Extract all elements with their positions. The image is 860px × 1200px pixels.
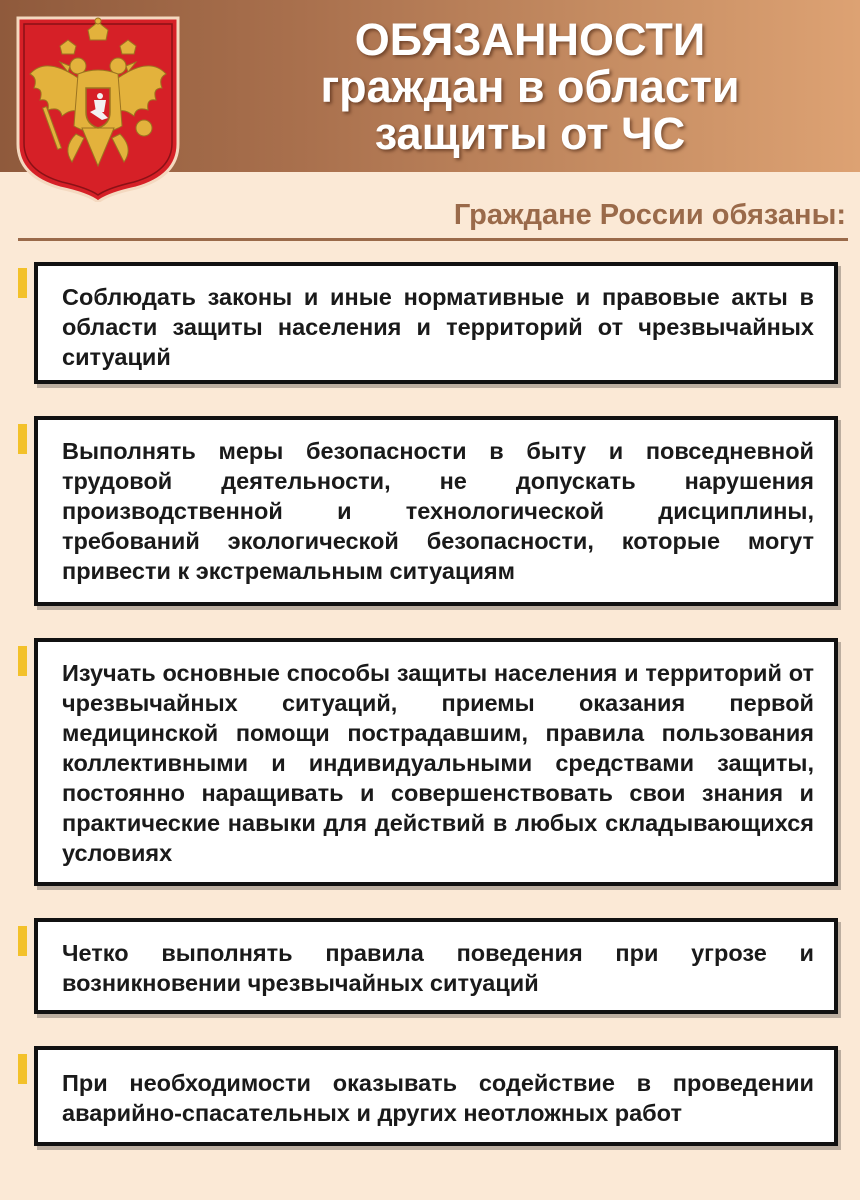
yellow-marker-icon bbox=[18, 424, 27, 454]
page-title bbox=[200, 16, 860, 157]
russian-coat-of-arms-icon bbox=[16, 16, 180, 202]
duty-text-3: Изучать основные способы защиты населения и территорий от чрезвычайных ситуаций, приемы оказания первой медицинской помощи пострадавшим, правила пользования коллективными и индивидуальными средствами защиты, постоянно наращивать и совершенствовать свои знания и практические навыки для действий в любых складывающихся условиях bbox=[62, 660, 814, 866]
duty-box-5 bbox=[34, 1046, 838, 1146]
subtitle-divider bbox=[18, 238, 848, 241]
duty-text-4: Четко выполнять правила поведения при угрозе и возникновении чрезвычайных ситуаций bbox=[62, 940, 814, 996]
yellow-marker-icon bbox=[18, 1054, 27, 1084]
title-line-3: защиты от ЧС bbox=[374, 108, 686, 159]
title-line-2: граждан в области bbox=[320, 61, 740, 112]
section-subtitle: Граждане России обязаны: bbox=[453, 199, 846, 231]
title-line-1: ОБЯЗАННОСТИ bbox=[354, 14, 706, 65]
duty-box-3 bbox=[34, 638, 838, 886]
duty-box-1 bbox=[34, 262, 838, 384]
duty-text-5: При необходимости оказывать содействие в проведении аварийно-спасательных и других неотложных работ bbox=[62, 1070, 814, 1126]
yellow-marker-icon bbox=[18, 646, 27, 676]
duty-box-2 bbox=[34, 416, 838, 606]
duty-text-1: Соблюдать законы и иные нормативные и правовые акты в области защиты населения и территорий от чрезвычайных ситуаций bbox=[62, 284, 814, 370]
yellow-marker-icon bbox=[18, 926, 27, 956]
duty-text-2: Выполнять меры безопасности в быту и повседневной трудовой деятельности, не допускать нарушения производственной и технологической дисциплины, требований экологической безопасности, которые могут привести к экстремальным ситуациям bbox=[62, 438, 814, 584]
duty-box-4 bbox=[34, 918, 838, 1014]
yellow-marker-icon bbox=[18, 268, 27, 298]
